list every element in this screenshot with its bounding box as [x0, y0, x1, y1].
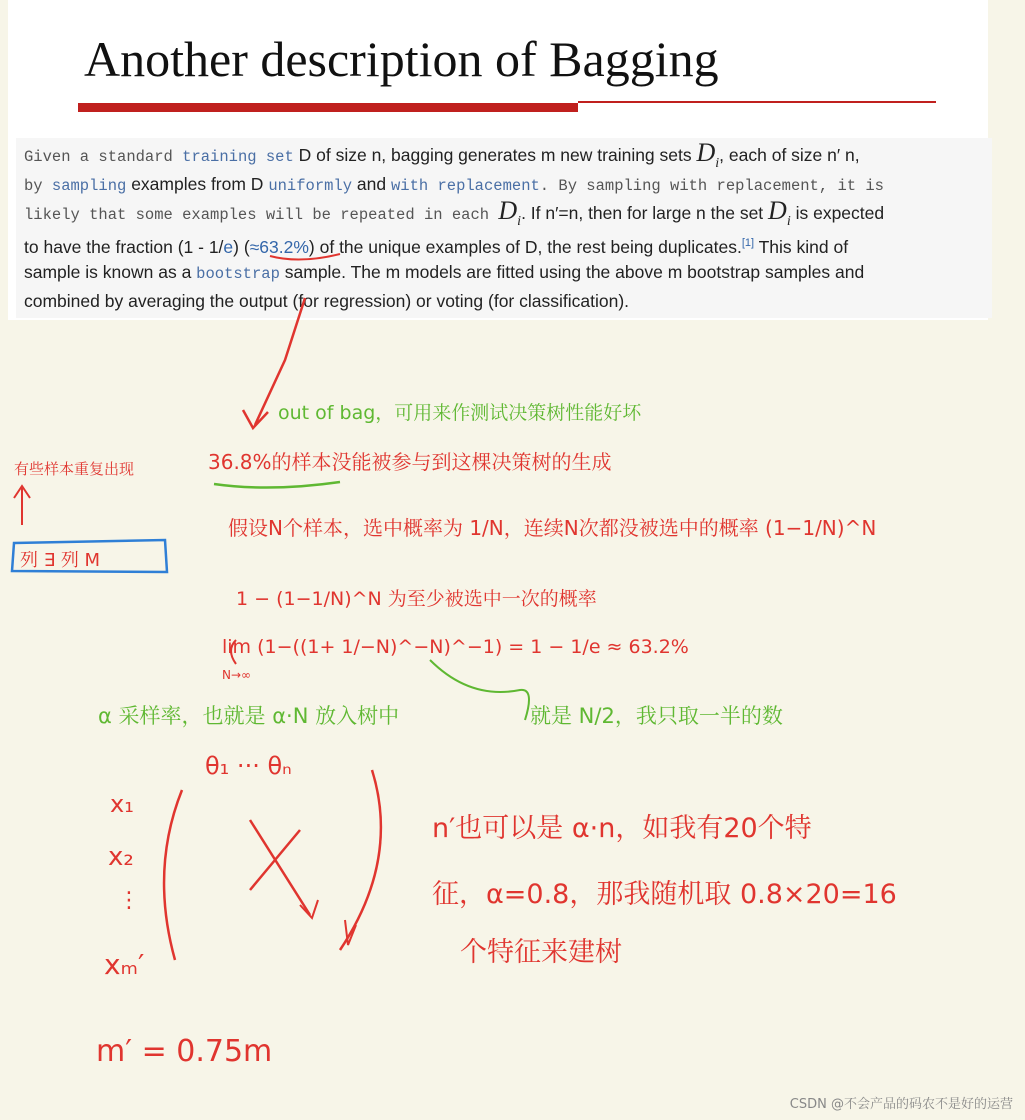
note-mprime: m′ = 0.75m: [96, 1034, 273, 1069]
link-uniformly[interactable]: uniformly: [268, 177, 353, 195]
note-assumption: 假设N个样本，选中概率为 1/N，连续N次都没被选中的概率 (1−1/N)^N: [228, 516, 877, 540]
note-column-box: 列 ∃ 列 M: [20, 550, 101, 571]
green-curve: [430, 660, 529, 720]
note-nprime-3: 个特征来建树: [460, 937, 622, 968]
excerpt-line-5: sample is known as a bootstrap sample. The m models are fitted using the above m bootstrap samples and: [24, 262, 865, 283]
note-vdots: ⋮: [118, 888, 140, 913]
excerpt-line-3: likely that some examples will be repeated in each $D_i$. If n′=n, then for large n the set $D_i$ is expected: [24, 196, 885, 230]
arrow-head: [243, 410, 268, 428]
note-nprime-1: n′也可以是 α·n，如我有20个特: [432, 813, 812, 844]
left-paren: [164, 790, 182, 960]
link-bootstrap[interactable]: bootstrap: [196, 265, 280, 283]
note-alpha: α 采样率，也就是 α·N 放入树中: [98, 704, 400, 728]
reference-link[interactable]: [1]: [741, 237, 755, 249]
link-e[interactable]: e: [223, 236, 234, 257]
slide-title: Another description of Bagging: [84, 31, 719, 87]
note-theta-row: θ₁ ··· θₙ: [205, 752, 292, 780]
note-out-of-bag: out of bag，可用来作测试决策树性能好坏: [278, 402, 642, 424]
set-symbol: $D_i$: [768, 196, 791, 230]
note-limit: lim (1−((1+ 1/−N)^−N)^−1) = 1 − 1/e ≈ 63.2%: [222, 636, 689, 658]
excerpt-line-2: by sampling examples from D uniformly and with replacement. By sampling with replacement, it is: [24, 174, 884, 195]
up-arrow: [14, 486, 30, 525]
excerpt-line-6: combined by averaging the output (for regression) or voting (for classification).: [24, 291, 630, 311]
note-duplicates: 有些样本重复出现: [14, 460, 135, 478]
link-sampling[interactable]: sampling: [51, 177, 127, 195]
link-training-set[interactable]: training set: [182, 148, 294, 166]
note-nprime-2: 征，α=0.8，那我随机取 0.8×20=16: [432, 879, 897, 910]
excerpt-line-4: to have the fraction (1 - 1/e) (≈63.2%) of the unique examples of D, the rest being duplicates.[1] This kind of: [24, 236, 849, 257]
note-x2: x₂: [108, 842, 134, 872]
note-xm: xₘ′: [104, 948, 145, 981]
note-36-8-percent: 36.8%的样本没能被参与到这棵决策树的生成: [208, 450, 612, 474]
note-x1: x₁: [110, 790, 134, 818]
note-half: 就是 N/2，我只取一半的数: [530, 704, 783, 728]
link-with-replacement[interactable]: with replacement: [390, 177, 540, 195]
link-63-percent[interactable]: ≈63.2%: [249, 236, 309, 257]
set-symbol: $D_i$: [498, 196, 522, 230]
set-symbol: $D_i$: [696, 138, 720, 172]
watermark: CSDN @不会产品的码农不是好的运营: [789, 1097, 1013, 1112]
green-underline: [214, 482, 340, 488]
cross-mark: [250, 820, 310, 915]
note-limit-sub: N→∞: [222, 668, 252, 682]
note-at-least-once: 1 − (1−1/N)^N 为至少被选中一次的概率: [236, 588, 597, 610]
underline-stroke: [270, 254, 340, 260]
excerpt-line-1: Given a standard training set D of size n, bagging generates m new training sets $D_i$, each of size n′ n,: [24, 138, 860, 172]
